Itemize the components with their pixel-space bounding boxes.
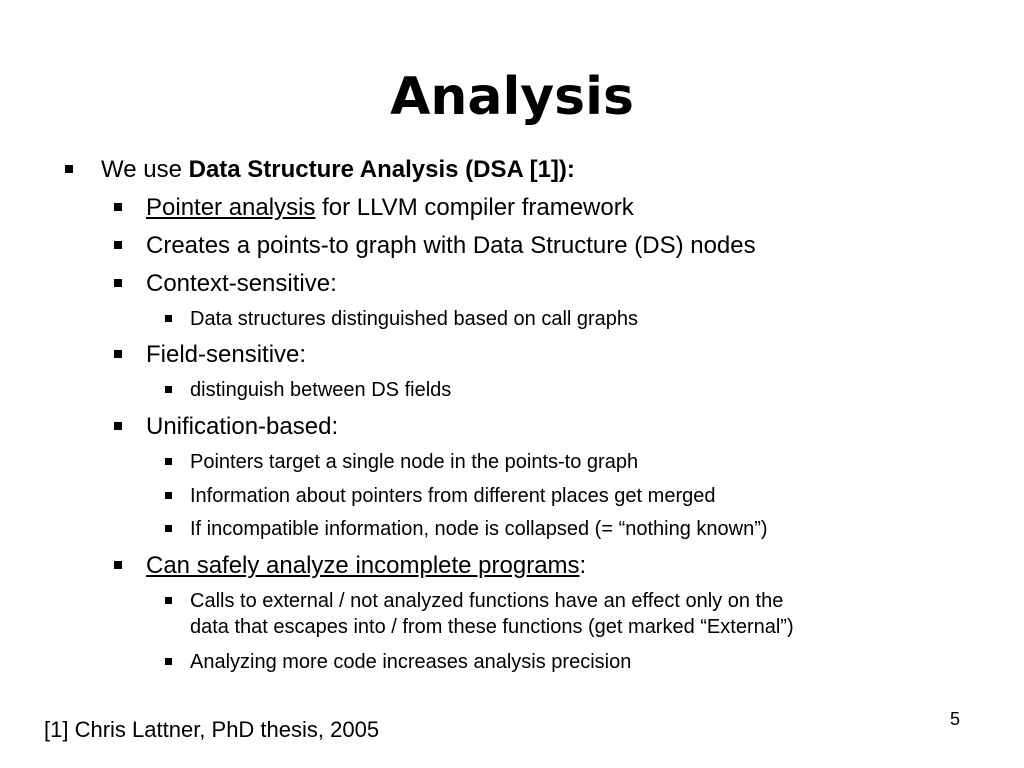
bullet-analyzing: Analyzing more code increases analysis precision — [190, 651, 632, 673]
bullet-square-icon — [114, 241, 122, 249]
bullet-square-icon — [114, 422, 122, 430]
bullet-square-icon — [165, 525, 172, 532]
bullet-field-sensitive: Field-sensitive: — [146, 341, 307, 368]
bullet-unification: Unification-based: — [146, 413, 339, 440]
pointer-analysis-rest: for LLVM compiler framework — [315, 194, 634, 221]
bullet-context-sub: Data structures distinguished based on call graphs — [190, 308, 639, 330]
bullet-square-icon — [165, 315, 172, 322]
bullet-unification-sub-1: Pointers target a single node in the points-to graph — [190, 451, 639, 473]
bullet-square-icon — [114, 203, 122, 211]
bullet-square-icon — [114, 350, 122, 358]
bullet-unification-sub-3: If incompatible information, node is collapsed (= “nothing known”) — [190, 518, 768, 540]
bullet-square-icon — [65, 165, 73, 173]
bullet-square-icon — [114, 279, 122, 287]
bullet-square-icon — [165, 458, 172, 465]
bullet-square-icon — [165, 492, 172, 499]
bullet-square-icon — [114, 561, 122, 569]
incomplete-programs-rest: : — [579, 552, 587, 579]
bullet-dsa — [101, 156, 575, 184]
bullet-field-sub: distinguish between DS fields — [190, 379, 452, 401]
incomplete-programs-link[interactable]: Can safely analyze incomplete programs — [146, 552, 580, 579]
bullet-pointer-analysis — [146, 194, 634, 222]
bullet-calls-line-1: Calls to external / not analyzed functions have an effect only on the — [190, 590, 784, 612]
slide-title: Analysis — [390, 67, 634, 127]
bullet-context-sensitive: Context-sensitive: — [146, 270, 337, 297]
bullet-square-icon — [165, 386, 172, 393]
page-number: 5 — [950, 709, 961, 729]
bullet-unification-sub-2: Information about pointers from different places get merged — [190, 485, 716, 507]
bullet-dsa-bold: Data Structure Analysis (DSA [1]): — [188, 156, 575, 183]
bullet-dsa-prefix: We use — [101, 156, 189, 183]
footnote: [1] Chris Lattner, PhD thesis, 2005 — [44, 717, 380, 742]
bullet-creates-graph: Creates a points-to graph with Data Structure (DS) nodes — [146, 232, 756, 259]
bullet-calls-line-2: data that escapes into / from these functions (get marked “External”) — [190, 616, 794, 638]
bullet-square-icon — [165, 597, 172, 604]
bullet-square-icon — [165, 658, 172, 665]
pointer-analysis-link[interactable]: Pointer analysis — [146, 194, 316, 221]
bullet-incomplete-programs — [146, 552, 586, 580]
